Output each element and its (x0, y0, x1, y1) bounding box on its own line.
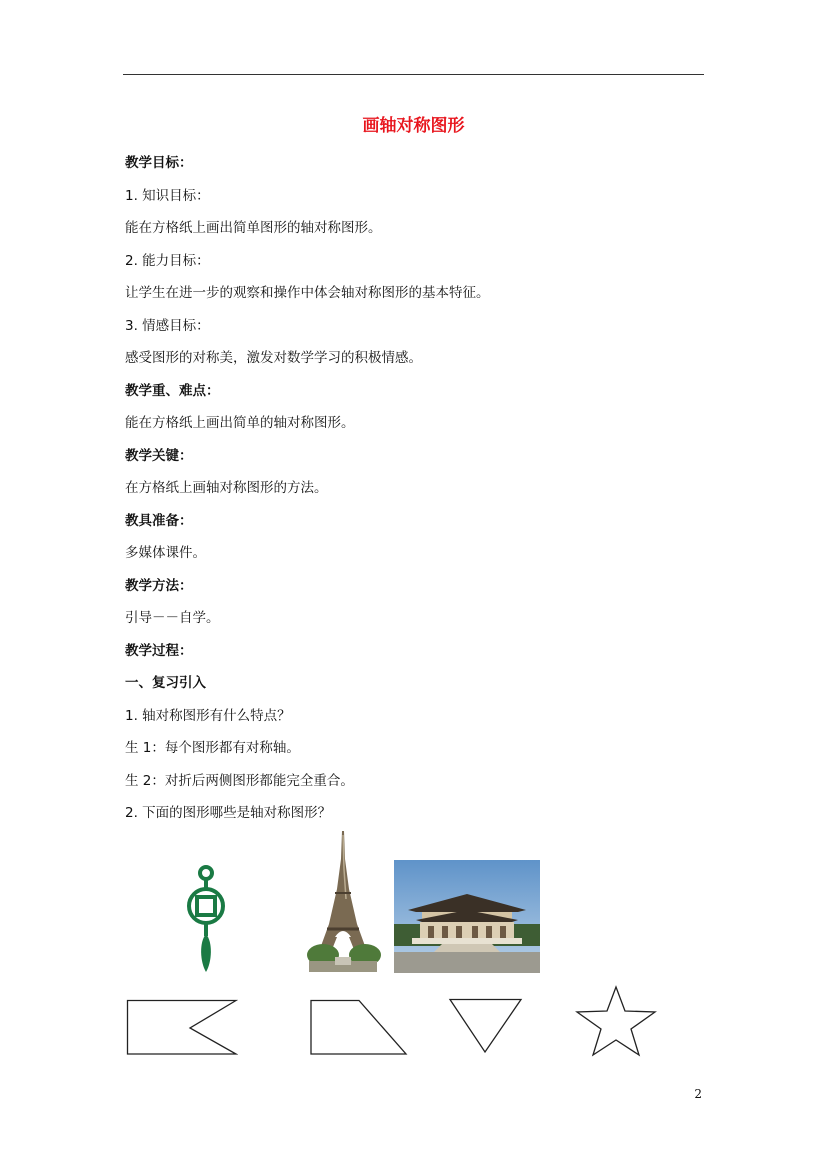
key-points-text: 能在方格纸上画出简单的轴对称图形。 (125, 415, 355, 431)
goal-knowledge-label: 1. 知识目标： (125, 188, 210, 204)
goal-emotion-label: 3. 情感目标： (125, 318, 210, 334)
teaching-key-text: 在方格纸上画轴对称图形的方法。 (125, 480, 328, 496)
notched-flag-shape (126, 998, 238, 1056)
eiffel-tower-image (305, 829, 381, 972)
materials-text: 多媒体课件。 (125, 545, 206, 561)
page-title: 画轴对称图形 (362, 116, 465, 136)
goal-ability-text: 让学生在进一步的观察和操作中体会轴对称图形的基本特征。 (125, 285, 490, 301)
student-2-answer: 生 2：对折后两侧图形都能完全重合。 (125, 773, 354, 789)
heading-teaching-goals: 教学目标： (125, 155, 193, 171)
student-1-answer: 生 1：每个图形都有对称轴。 (125, 740, 300, 756)
inverted-triangle-shape (448, 997, 524, 1055)
page-number: 2 (694, 1087, 702, 1101)
heading-teaching-key: 教学关键： (125, 448, 193, 464)
heading-materials: 教具准备： (125, 513, 193, 529)
star-shape (575, 985, 657, 1057)
heading-process: 教学过程： (125, 643, 193, 659)
palace-building-image (394, 860, 540, 973)
header-rule (123, 74, 704, 75)
heading-method: 教学方法： (125, 578, 193, 594)
right-trapezoid-shape (309, 998, 409, 1056)
question-1: 1. 轴对称图形有什么特点？ (125, 708, 291, 724)
goal-emotion-text: 感受图形的对称美，激发对数学学习的积极情感。 (125, 350, 422, 366)
heading-review: 一、复习引入 (125, 675, 206, 691)
method-text: 引导－－自学。 (125, 610, 220, 626)
goal-ability-label: 2. 能力目标： (125, 253, 210, 269)
question-2: 2. 下面的图形哪些是轴对称图形？ (125, 805, 332, 821)
chinese-knot-image (180, 862, 232, 974)
heading-key-points: 教学重、难点： (125, 383, 220, 399)
goal-knowledge-text: 能在方格纸上画出简单图形的轴对称图形。 (125, 220, 382, 236)
